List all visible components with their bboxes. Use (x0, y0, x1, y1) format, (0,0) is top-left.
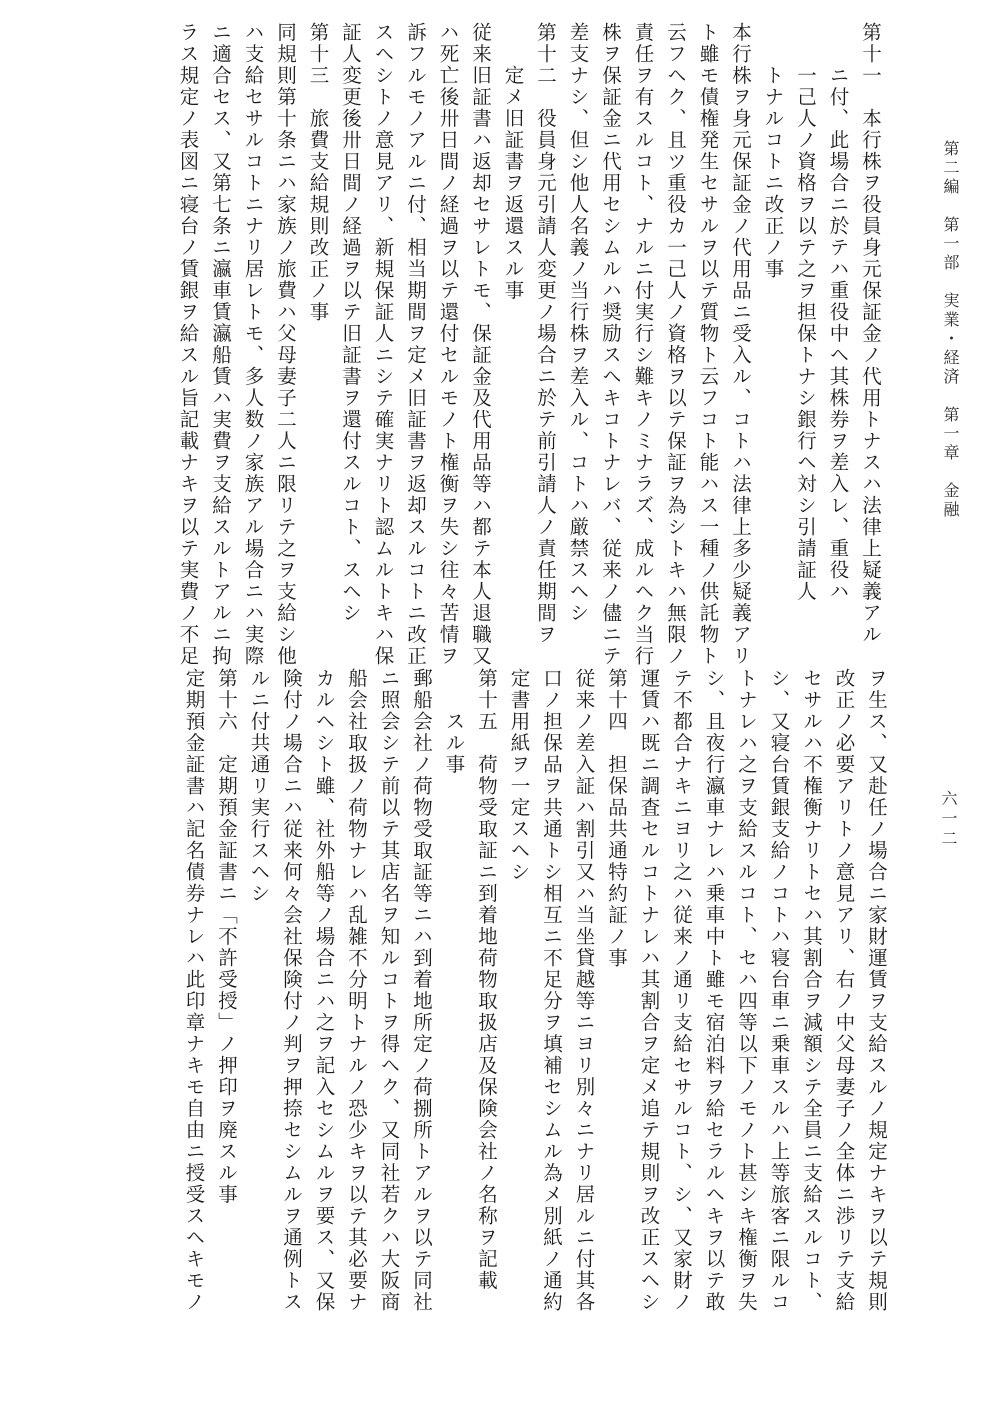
text-column: 第十六 定期預金証書ニ「不許受授」ノ押印ヲ廃スル事 (215, 668, 238, 1206)
text-column: ルニ付共通リ実行スヘシ (247, 668, 271, 905)
text-column: ニ付、此場合ニ於テハ重役中ヘ其株券ヲ差入レ、重役ハ (826, 22, 850, 603)
text-column: シ、又寝台賃銀支給ノコトハ寝台車ニ乗車スルハ上等旅客ニ限ルコ (767, 668, 791, 1313)
text-column: テ不都合ナキニヨリ之ハ従来ノ通リ支給セサルコト、シ、又家財ノ (670, 668, 693, 1313)
text-column: トナレハ之ヲ支給スルコト、セハ四等以下ノモノト甚シキ権衡ヲ失 (735, 668, 758, 1313)
text-column: スヘシトノ意見アリ、新規保証人ニシテ確実ナリト認ムルトキハ保 (371, 22, 395, 667)
text-column: 従来旧証書ハ返却セサレトモ、保証金及代用品等ハ都テ本人退職又 (469, 22, 492, 667)
text-column: 訴フルモノアルニ付、相当期間ヲ定メ旧証書ヲ返却スルコトニ改正 (404, 22, 427, 667)
text-column: 従来ノ差入証ハ割引又ハ当坐貸越等ニヨリ別々ニナリ居ルニ付其各 (572, 668, 596, 1313)
text-column: ト雖モ債権発生セサルヲ以テ質物ト云フコト能ハス一種ノ供託物ト (696, 22, 720, 667)
text-column: ニ適合セス、又第七条ニ瀛車賃瀛船賃ハ実費ヲ支給スルトアルニ拘 (209, 22, 232, 667)
upper-text-block (171, 22, 886, 667)
text-column: 険付ノ場合ニハ従来何々会社保険付ノ判ヲ押捺セシムルヲ通例トス (280, 668, 303, 1313)
text-column: 本行株ヲ身元保証金ノ代用品ニ受入ル、コトハ法律上多少疑義アリ (729, 22, 752, 667)
text-column: シ、且夜行瀛車ナレハ乗車中ト雖モ宿泊料ヲ給セラルヘキヲ以テ敢 (702, 668, 726, 1313)
text-column: ハ死亡後卅日間ノ経過ヲ以テ還付セルモノト権衡ヲ失シ往々苦情ヲ (436, 22, 460, 667)
text-column: スル事 (442, 668, 466, 776)
text-column: 差支ナシ、但シ他人名義ノ当行株ヲ差入ル、コトハ厳禁スヘシ (566, 22, 590, 624)
text-column: 定書用紙ヲ一定スヘシ (507, 668, 531, 883)
text-column: 第十二 役員身元引請人変更ノ場合ニ於テ前引請人ノ責任期間ヲ (534, 22, 557, 646)
text-column: 証人変更後卅日間ノ経過ヲ以テ旧証書ヲ還付スルコト、スヘシ (339, 22, 362, 624)
text-column: ニ照会シテ前以テ其店名ヲ知ルコトヲ得ヘク、又同社若クハ大阪商 (377, 668, 401, 1313)
running-header: 第二編 第一部 実業・経済 第一章 金融 (941, 140, 960, 520)
text-column: 定メ旧証書ヲ返還スル事 (501, 22, 525, 302)
text-column: 郵船会社ノ荷物受取証等ニハ到着地所定ノ荷捌所トアルヲ以テ同社 (410, 668, 433, 1313)
text-column: カルヘシト雖、社外船等ノ場合ニハ之ヲ記入セシムルヲ要ス、又保 (312, 668, 336, 1313)
text-column: トナルコトニ改正ノ事 (761, 22, 785, 280)
page-number: 六一二 (939, 790, 958, 850)
text-column: 責任ヲ有スルコト、ナルニ付実行シ難キノミナラズ、成ルヘク当行 (631, 22, 655, 667)
text-column: 第十五 荷物受取証ニ到着地荷物取扱店及保険会社ノ名称ヲ記載 (475, 668, 498, 1292)
text-column: 一己人ノ資格ヲ以テ之ヲ担保トナシ銀行ヘ対シ引請証人 (794, 22, 817, 603)
text-column: セサルハ不権衡ナリトセハ其割合ヲ減額シテ全員ニ支給スルコト、 (800, 668, 823, 1313)
text-column: 第十一 本行株ヲ役員身元保証金ノ代用トナスハ法律上疑義アル (859, 22, 882, 646)
text-column: ハ支給セサルコトニナリ居レトモ、多人数ノ家族アル場合ニハ実際 (241, 22, 265, 667)
lower-text-block (177, 668, 892, 1313)
text-column: ラス規定ノ表図ニ寝台ノ賃銀ヲ給スル旨記載ナキヲ以テ実費ノ不足 (176, 22, 200, 667)
text-column: 云フヘク、且ツ重役カ一己人ノ資格ヲ以テ保証ヲ為シトキハ無限ノ (664, 22, 687, 667)
text-column: 同規則第十条ニハ家族ノ旅費ハ父母妻子二人ニ限リテ之ヲ支給シ他 (274, 22, 297, 667)
text-column: 口ノ担保品ヲ共通トシ相互ニ不足分ヲ填補セシムル為メ別紙ノ通約 (540, 668, 563, 1313)
text-column: 定期預金証書ハ記名債券ナレハ此印章ナキモ自由ニ授受スヘキモノ (182, 668, 206, 1313)
text-column: ヲ生ス、又赴任ノ場合ニ家財運賃ヲ支給スルノ規定ナキヲ以テ規則 (865, 668, 888, 1313)
text-column: 株ヲ保証金ニ代用セシムルハ奨励スヘキコトナレバ、従来ノ儘ニテ (599, 22, 622, 667)
text-column: 第十四 担保品共通特約証ノ事 (605, 668, 628, 969)
text-column: 第十三 旅費支給規則改正ノ事 (306, 22, 330, 323)
text-column: 運賃ハ既ニ調査セルコトナレハ其割合ヲ定メ追テ規則ヲ改正スヘシ (637, 668, 661, 1313)
text-column: 改正ノ必要アリトノ意見アリ、右ノ中父母妻子ノ全体ニ渉リテ支給 (832, 668, 856, 1313)
text-column: 船会社取扱ノ荷物ナレハ乱雑不分明トナルノ恐少キヲ以テ其必要ナ (345, 668, 368, 1313)
